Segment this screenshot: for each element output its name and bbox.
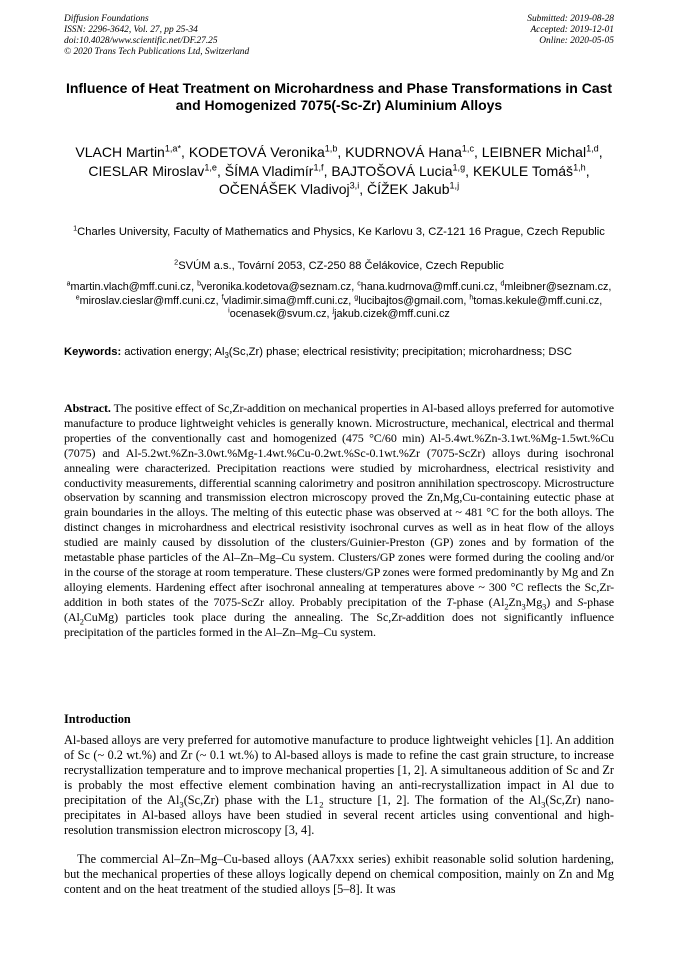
abstract-label: Abstract. (64, 401, 111, 415)
journal-header (64, 14, 249, 58)
email-link[interactable]: $^e$miroslav.cieslar@mff.cuni.cz (75, 294, 216, 307)
author: OČENÁŠEK Vladivoj$^{3,i}$ (218, 180, 360, 197)
introduction-heading: Introduction (64, 712, 131, 726)
author: CIESLAR Miroslav$^{1,e}$ (88, 161, 217, 179)
author: ČÍŽEK Jakub$^{1,j}$ (367, 180, 460, 197)
affiliation-2: $^2$SVÚM a.s., Tovární 2053, CZ-250 88 Čelákovice, Czech Republic (174, 257, 504, 272)
introduction-paragraph-2: The commercial Al–Zn–Mg–Cu-based alloys (AA7xxx series) exhibit reasonable solid solution hardening, but the mechanical properties of these alloys logically depend on chemical composition, mainly on Zn and Mg content and on the heat treatment of the studied alloys [5–8]. It was (64, 852, 614, 896)
keywords: Keywords: activation energy; $Al_3(Sc,Zr)$ phase; electrical resistivity; precipitation; microhardness; DSC (64, 346, 572, 361)
author: LEIBNER Michal$^{1,d}$ (481, 143, 599, 160)
affiliation-1: $^1$Charles University, Faculty of Mathematics and Physics, Ke Karlovu 3, CZ-121 16 Prague, Czech Republic (73, 223, 605, 238)
author: KEKULE Tomáš$^{1,h}$ (472, 161, 586, 179)
author: KUDRNOVÁ Hana$^{1,c}$ (345, 143, 475, 160)
keywords-label: Keywords: (64, 346, 122, 358)
email-link[interactable]: $^g$lucibajtos@gmail.com (354, 294, 464, 307)
email-list: $^a$martin.vlach@mff.cuni.cz, $^b$veronika.kodetova@seznam.cz, $^c$hana.kudrnova@mff.cuni.cz, $^d$mleibner@seznam.cz, $^e$miroslav.cieslar@mff.cuni.cz, $^f$vladimir.sima@mff.cuni.cz, $^g$lucibajtos@gmail.com, $^h$tomas.kekule@mff.cuni.cz, $^i$ocenasek@svum.cz, $^j$jakub.cizek@mff.cuni.cz (66, 280, 612, 321)
email-link[interactable]: $^i$ocenasek@svum.cz (228, 307, 327, 321)
journal-doi[interactable]: doi:10.4028/www.scientific.net/DF.27.25 (64, 36, 218, 46)
email-link[interactable]: $^a$martin.vlach@mff.cuni.cz (66, 280, 192, 293)
author: ŠÍMA Vladimír$^{1,f}$ (224, 161, 324, 179)
author: KODETOVÁ Veronika$^{1,b}$ (188, 143, 338, 160)
journal-name: Diffusion Foundations (64, 14, 149, 24)
email-link[interactable]: $^j$jakub.cizek@mff.cuni.cz (332, 307, 450, 321)
introduction-paragraph-1: Al-based alloys are very preferred for automotive manufacture to produce lightweight vehicles [1]. An addition of Sc (~ 0.2 wt.%) and Zr (~ 0.1 wt.%) to Al-based alloys is made to refine the cast grain structure, to increase recrystallization temperature and to improve mechanical properties [1, 2]. A simultaneous addition of Sc and Zr is probably the most effective element combination having an anti-recrystallization impact in Al due to precipitation of the $Al_3(Sc,Zr)$ phase with the $L1_2$ structure [1, 2]. The formation of the $Al_3(Sc,Zr)$ nano-precipitates in Al-based alloys have been studied in several recent articles using conventional and high-resolution transmission electron microscopy [3, 4]. (64, 733, 614, 837)
author: BAJTOŠOVÁ Lucia$^{1,g}$ (331, 161, 466, 179)
author: VLACH Martin$^{1,a*}$ (75, 143, 182, 160)
accepted-date: Accepted: 2019-12-01 (530, 25, 614, 35)
author-list: VLACH Martin$^{1,a*}$, KODETOVÁ Veronika$^{1,b}$, KUDRNOVÁ Hana$^{1,c}$, LEIBNER Michal$^{1,d}$, CIESLAR Miroslav$^{1,e}$, ŠÍMA Vladimír$^{1,f}$, BAJTOŠOVÁ Lucia$^{1,g}$, KEKULE Tomáš$^{1,h}$, OČENÁŠEK Vladivoj$^{3,i}$, ČÍŽEK Jakub$^{1,j}$ (75, 143, 603, 197)
submitted-date: Submitted: 2019-08-28 (527, 14, 614, 24)
journal-issn: ISSN: 2296-3642, Vol. 27, pp 25-34 (64, 25, 198, 35)
email-link[interactable]: $^h$tomas.kekule@mff.cuni.cz (469, 294, 600, 307)
paper-title: Influence of Heat Treatment on Microhardness and Phase Transformations in Cast and Homogenized 7075(-Sc-Zr) Aluminium Alloys (65, 80, 613, 113)
online-date: Online: 2020-05-05 (539, 36, 614, 46)
email-link[interactable]: $^f$vladimir.sima@mff.cuni.cz (221, 294, 349, 307)
dates-header (527, 14, 614, 47)
journal-copyright: © 2020 Trans Tech Publications Ltd, Switzerland (64, 47, 250, 57)
email-link[interactable]: $^b$veronika.kodetova@seznam.cz (197, 280, 352, 293)
email-link[interactable]: $^c$hana.kudrnova@mff.cuni.cz (357, 280, 495, 293)
abstract: Abstract. The positive effect of Sc,Zr-addition on mechanical properties in Al-based alloys preferred for automotive manufacture to produce lightweight vehicles is generally known. Microstructure, mechanical, electrical and thermal properties of the conventionally cast and homogenized (475 °C/60 min) Al-5.4wt.%Zn-3.1wt.%Mg-1.5wt.%Cu (7075) and Al-5.2wt.%Zn-3.0wt.%Mg-1.4wt.%Cu-0.2wt.%Sc-0.1wt.%Zr (7075-ScZr) alloys during isochronal annealing were characterized. Precipitation reactions were studied by microhardness, electrical resistivity and conductivity measurements, differential scanning calorimetry and positron annihilation spectroscopy. Microstructure observation by scanning and transmission electron microscopy proved the Zn,Mg,Cu-containing eutectic phase at grain boundaries in the alloys. The melting of this eutectic phase was observed at ~ 481 °C for the both alloys. The distinct changes in microhardness and electrical resistivity isochronal curves as well as in heat flow of the alloys studied are mainly caused by dissolution of the clusters/Guinier-Preston (GP) zones and by formation of the metastable phase particles of the Al–Zn–Mg–Cu system. Clusters/GP zones were formed during the cooling and/or in the course of the storage at room temperature. These clusters/GP zones were formed predominantly by Mg and Zn alloying elements. Hardening effect after isochronal annealing at temperatures above ~ 300 °C reflects the Sc,Zr-addition in both states of the 7075-ScZr alloy. Probably precipitation of the T-phase $(Al_2Zn_3Mg_3)$ and S-phase $(Al_2CuMg)$ particles took place during the annealing. The Sc,Zr-addition does not significantly influence precipitation of the particles formed in the Al–Zn–Mg–Cu system. (64, 401, 614, 639)
email-link[interactable]: $^d$mleibner@seznam.cz (500, 280, 609, 293)
